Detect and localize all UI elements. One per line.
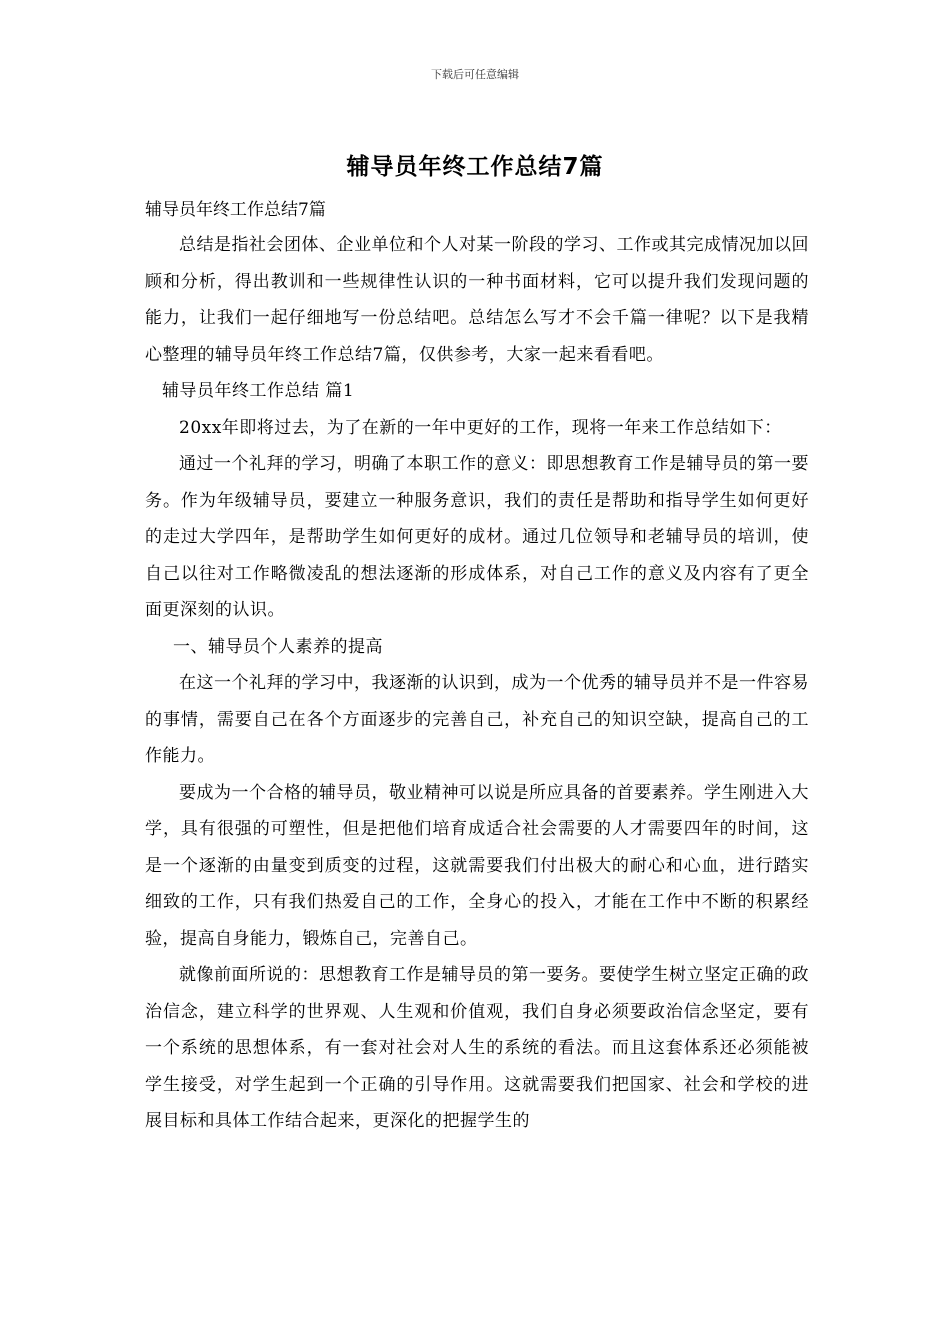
paragraph-4: 要成为一个合格的辅导员，敬业精神可以说是所应具备的首要素养。学生刚进入大学，具有很强的可塑性，但是把他们培育成适合社会需要的人才需要四年的时间，这是一个逐渐的由量变到质变的过程，这就需要我们付出极大的耐心和心血，进行踏实细致的工作，只有我们热爱自己的工作，全身心的投入，才能在工作中不断的积累经验，提高自身能力，锻炼自己，完善自己。 <box>145 782 809 949</box>
chapter-heading: 辅导员年终工作总结 篇1 <box>162 381 355 401</box>
intro-paragraph: 总结是指社会团体、企业单位和个人对某一阶段的学习、工作或其完成情况加以回顾和分析，得出教训和一些规律性认识的一种书面材料，它可以提升我们发现问题的能力，让我们一起仔细地写一份总结吧。总结怎么写才不会千篇一律呢？以下是我精心整理的辅导员年终工作总结7篇，仅供参考，大家一起来看看吧。 <box>145 235 809 365</box>
paragraph-5: 就像前面所说的：思想教育工作是辅导员的第一要务。要使学生树立坚定正确的政治信念，建立科学的世界观、人生观和价值观，我们自身必须要政治信念坚定，要有一个系统的思想体系，有一套对社会对人生的系统的看法。而且这套体系还必须能被学生接受，对学生起到一个正确的引导作用。这就需要我们把国家、社会和学校的进展目标和具体工作结合起来，更深化的把握学生的 <box>145 965 809 1131</box>
section-heading-1: 一、辅导员个人素养的提高 <box>173 636 383 657</box>
document-title: 辅导员年终工作总结7篇 <box>346 154 604 180</box>
document-body <box>145 196 809 1140</box>
paragraph-3: 在这一个礼拜的学习中，我逐渐的认识到，成为一个优秀的辅导员并不是一件容易的事情，需要自己在各个方面逐步的完善自己，补充自己的知识空缺，提高自己的工作能力。 <box>145 673 809 766</box>
paragraph-1: 20xx年即将过去，为了在新的一年中更好的工作，现将一年来工作总结如下： <box>179 417 782 438</box>
paragraph-2: 通过一个礼拜的学习，明确了本职工作的意义：即思想教育工作是辅导员的第一要务。作为年级辅导员，要建立一种服务意识，我们的责任是帮助和指导学生如何更好的走过大学四年，是帮助学生如何更好的成材。通过几位领导和老辅导员的培训，使自己以往对工作略微凌乱的想法逐渐的形成体系，对自己工作的意义及内容有了更全面更深刻的认识。 <box>145 454 809 620</box>
header-note: 下载后可任意编辑 <box>431 68 519 81</box>
subtitle-line: 辅导员年终工作总结7篇 <box>145 200 326 220</box>
